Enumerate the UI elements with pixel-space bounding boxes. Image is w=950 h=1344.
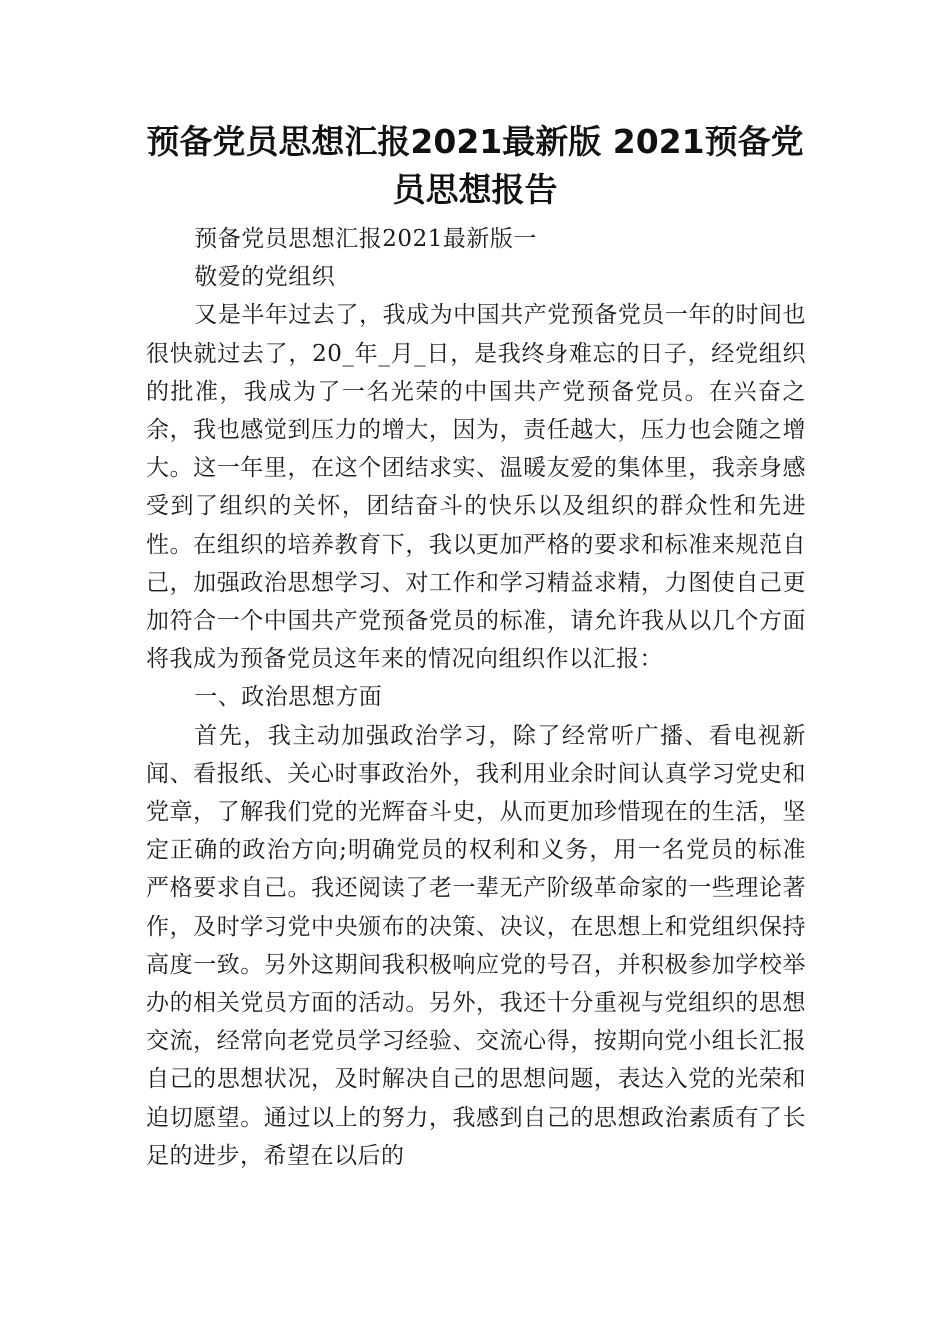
paragraph-salutation: 敬爱的党组织 [194,264,336,291]
document-body [146,220,806,1175]
document-title: 预备党员思想汇报2021最新版 2021预备党员思想报告 [146,122,804,209]
paragraph-subtitle: 预备党员思想汇报2021最新版一 [194,226,537,252]
paragraph-intro: 又是半年过去了，我成为中国共产党预备党员一年的时间也很快就过去了，20_年_月_日，是我终身难忘的日子，经党组织的批准，我成为了一名光荣的中国共产党预备党员。在兴奋之余，我也感觉到压力的增大，因为，责任越大，压力也会随之增大。这一年里，在这个团结求实、温暖友爱的集体里，我亲身感受到了组织的关怀，团结奋斗的快乐以及组织的群众性和先进性。在组织的培养教育下，我以更加严格的要求和标准来规范自己，加强政治思想学习、对工作和学习精益求精，力图使自己更加符合一个中国共产党预备党员的标准，请允许我从以几个方面将我成为预备党员这年来的情况向组织作以汇报： [146,302,806,673]
paragraph-political-thought: 首先，我主动加强政治学习，除了经常听广播、看电视新闻、看报纸、关心时事政治外，我利用业余时间认真学习党史和党章，了解我们党的光辉奋斗史，从而更加珍惜现在的生活，坚定正确的政治方向;明确党员的权利和义务，用一名党员的标准严格要求自己。我还阅读了老一辈无产阶级革命家的一些理论著作，及时学习党中央颁布的决策、决议，在思想上和党组织保持高度一致。另外这期间我积极响应党的号召，并积极参加学校举办的相关党员方面的活动。另外，我还十分重视与党组织的思想交流，经常向老党员学习经验、交流心得，按期向党小组长汇报自己的思想状况，及时解决自己的思想问题，表达入党的光荣和迫切愿望。通过以上的努力，我感到自己的思想政治素质有了长足的进步，希望在以后的 [146,722,806,1169]
paragraph-section-heading: 一、政治思想方面 [194,684,383,711]
